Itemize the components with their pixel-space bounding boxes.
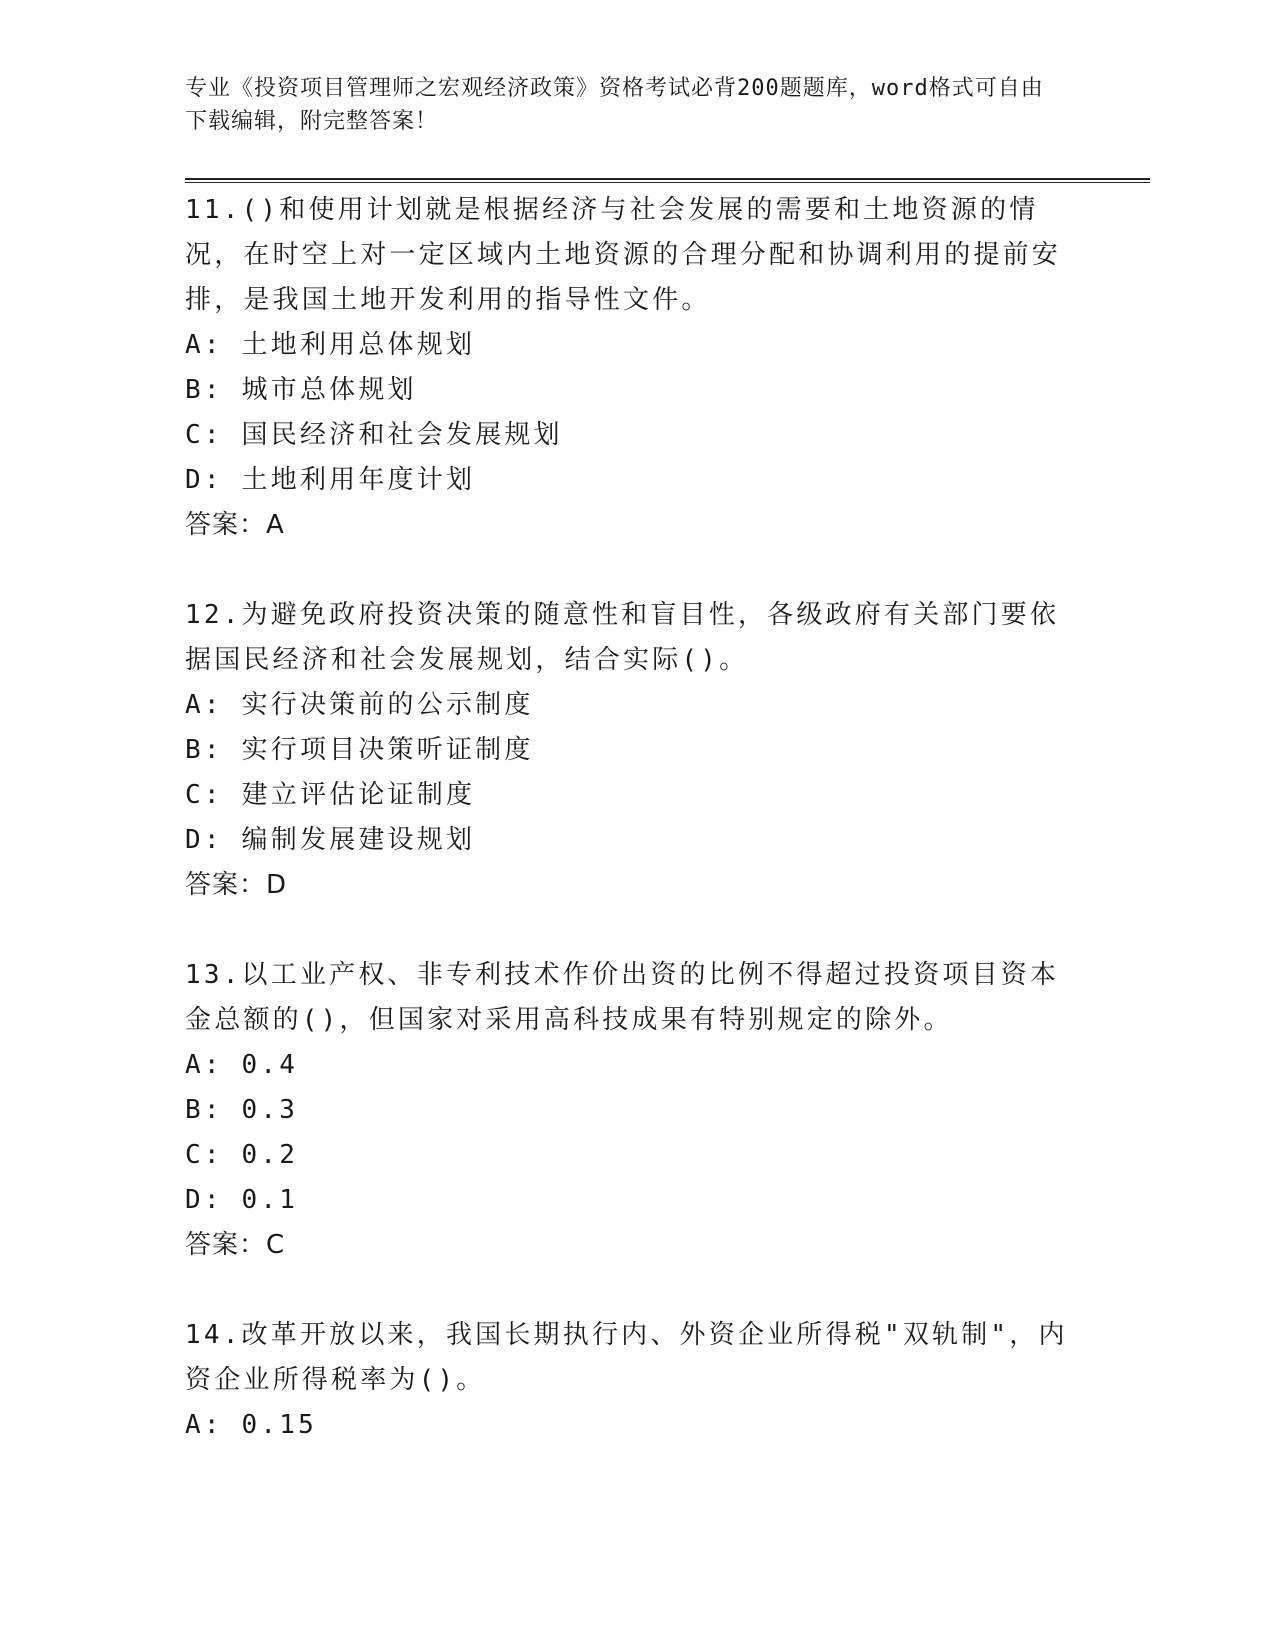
- question-13: [185, 953, 1085, 1268]
- option-b: B: 城市总体规划: [185, 375, 417, 405]
- answer-line: 答案：A: [185, 510, 285, 540]
- question-stem: 13.以工业产权、非专利技术作价出资的比例不得超过投资项目资本金总额的()，但国家对采用高科技成果有特别规定的除外。: [185, 960, 1060, 1035]
- option-c: C: 0.2: [185, 1140, 299, 1170]
- option-a: A: 0.4: [185, 1050, 299, 1080]
- question-11: [185, 188, 1085, 548]
- option-b: B: 0.3: [185, 1095, 299, 1125]
- answer-line: 答案：D: [185, 870, 288, 900]
- option-d: D: 编制发展建设规划: [185, 825, 476, 855]
- question-14: [185, 1313, 1085, 1448]
- option-c: C: 国民经济和社会发展规划: [185, 420, 563, 450]
- option-a: A: 0.15: [185, 1410, 317, 1440]
- header-title: 专业《投资项目管理师之宏观经济政策》资格考试必背200题题库，word格式可自由下载编辑，附完整答案！: [185, 76, 1044, 134]
- question-stem: 14.改革开放以来，我国长期执行内、外资企业所得税"双轨制"，内资企业所得税率为()。: [185, 1320, 1068, 1395]
- option-d: D: 土地利用年度计划: [185, 465, 476, 495]
- answer-line: 答案：C: [185, 1230, 286, 1260]
- option-d: D: 0.1: [185, 1185, 299, 1215]
- question-list: [185, 188, 1085, 1493]
- question-stem: 12.为避免政府投资决策的随意性和盲目性，各级政府有关部门要依据国民经济和社会发展规划，结合实际()。: [185, 600, 1060, 675]
- question-12: [185, 593, 1085, 908]
- option-c: C: 建立评估论证制度: [185, 780, 476, 810]
- document-header: [185, 72, 1055, 138]
- question-stem: 11.()和使用计划就是根据经济与社会发展的需要和土地资源的情况，在时空上对一定区域内土地资源的合理分配和协调利用的提前安排，是我国土地开发利用的指导性文件。: [185, 195, 1062, 315]
- option-a: A: 土地利用总体规划: [185, 330, 476, 360]
- header-divider: [185, 178, 1150, 183]
- option-a: A: 实行决策前的公示制度: [185, 690, 534, 720]
- option-b: B: 实行项目决策听证制度: [185, 735, 534, 765]
